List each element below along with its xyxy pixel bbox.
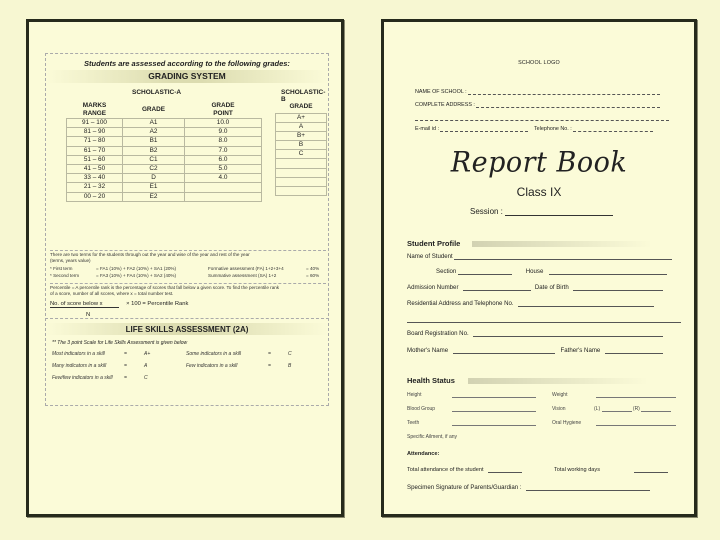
life-skill-label: Few indicators in a skill bbox=[186, 363, 238, 369]
parents-row bbox=[407, 347, 663, 354]
life-skill-eq: = bbox=[268, 363, 271, 369]
specimen-signature-label: Specimen Signature of Parents/Guardian : bbox=[407, 484, 522, 491]
school-logo-placeholder: SCHOOL LOGO bbox=[518, 60, 560, 66]
blood-group-field bbox=[452, 406, 536, 412]
table-row bbox=[276, 159, 327, 168]
grading-page bbox=[26, 19, 344, 517]
life-skills-title: LIFE SKILLS ASSESSMENT (2A) bbox=[125, 325, 249, 334]
table-row bbox=[276, 150, 327, 159]
blood-group-label: Blood Group bbox=[407, 406, 436, 412]
cell: 4.0 bbox=[185, 174, 262, 183]
life-skill-grade: C bbox=[288, 351, 292, 357]
term2-row bbox=[50, 273, 326, 280]
life-skills-note: ** The 3 point Scale for Life Skills Assessment is given below bbox=[52, 340, 188, 346]
cell: A+ bbox=[276, 113, 327, 122]
grading-header: Students are assessed according to the following grades: bbox=[84, 59, 290, 68]
admission-label: Admission Number bbox=[407, 284, 459, 291]
scholastic-a-table bbox=[66, 102, 262, 202]
term1-formula: = FA1 (10%) + FA2 (10%) + SA1 (20%) bbox=[96, 266, 177, 271]
cell: 61 – 70 bbox=[67, 146, 123, 155]
formula-numerator: No. of score below x bbox=[50, 301, 119, 308]
oral-hygiene-line bbox=[596, 420, 676, 426]
grading-title: GRADING SYSTEM bbox=[148, 71, 226, 81]
term2-pct: = 60% bbox=[306, 273, 320, 278]
session-label: Session : bbox=[470, 207, 503, 216]
height-label: Height bbox=[407, 392, 422, 398]
teeth-label: Teeth bbox=[407, 420, 420, 426]
cell: 9.0 bbox=[185, 128, 262, 137]
life-skill-eq: = bbox=[124, 375, 127, 381]
email-line bbox=[440, 126, 528, 132]
mother-label: Mother's Name bbox=[407, 347, 449, 354]
table-row bbox=[67, 164, 262, 173]
cell: 5.0 bbox=[185, 164, 262, 173]
cell bbox=[185, 183, 262, 192]
table-row bbox=[67, 155, 262, 164]
session-line bbox=[505, 208, 613, 216]
term1-pct: = 40% bbox=[306, 266, 320, 271]
table-row bbox=[67, 146, 262, 155]
cell: D bbox=[123, 174, 185, 183]
table-row bbox=[67, 183, 262, 192]
cell: B1 bbox=[123, 137, 185, 146]
blood-group-line bbox=[452, 406, 536, 412]
section-house-row bbox=[436, 268, 667, 275]
total-working-row bbox=[554, 467, 668, 473]
cell: 41 – 50 bbox=[67, 164, 123, 173]
divider bbox=[50, 283, 326, 284]
cell: 00 – 20 bbox=[67, 192, 123, 201]
height-line bbox=[452, 392, 536, 398]
life-skill-eq: = bbox=[124, 363, 127, 369]
board-row bbox=[407, 330, 663, 337]
col-header-grade: GRADE bbox=[276, 102, 327, 113]
percentile-formula bbox=[50, 301, 188, 308]
house-label: House bbox=[525, 268, 544, 275]
house-line bbox=[549, 268, 667, 275]
cell: E1 bbox=[123, 183, 185, 192]
specific-ailment-label: Specific Ailment, if any bbox=[407, 434, 458, 440]
residential-label: Residential Address and Telephone No. bbox=[407, 300, 514, 307]
board-line bbox=[473, 330, 663, 337]
health-status-title: Health Status bbox=[407, 376, 455, 385]
life-skill-label: Few/few indicators in a skill bbox=[52, 375, 113, 381]
section-line bbox=[458, 268, 512, 275]
table-row bbox=[67, 192, 262, 201]
cell: 21 – 32 bbox=[67, 183, 123, 192]
vision-label: Vision bbox=[552, 406, 566, 412]
cell: B2 bbox=[123, 146, 185, 155]
weight-field bbox=[596, 392, 676, 398]
table-row bbox=[276, 141, 327, 150]
vision-l-line bbox=[602, 406, 632, 412]
life-skill-grade: C bbox=[144, 375, 148, 381]
total-attendance-row bbox=[407, 467, 522, 473]
scholastic-b-table bbox=[275, 102, 327, 196]
cell: 7.0 bbox=[185, 146, 262, 155]
percentile-note: Percentile = A percentile rank is the percentage of scores that fall below a given score. To find the percentile rank bbox=[50, 285, 280, 290]
height-field bbox=[452, 392, 536, 398]
address-line bbox=[415, 115, 669, 121]
header-text: MARKS bbox=[82, 102, 107, 109]
cell: 10.0 bbox=[185, 119, 262, 128]
cell: B bbox=[276, 141, 327, 150]
life-skill-grade: B bbox=[288, 363, 292, 369]
cell bbox=[276, 187, 327, 196]
residential-line-2 bbox=[407, 322, 681, 323]
table-row bbox=[276, 113, 327, 122]
admission-line bbox=[463, 284, 531, 291]
cell: 81 – 90 bbox=[67, 128, 123, 137]
table-header-row bbox=[276, 102, 327, 113]
telephone-line bbox=[573, 126, 653, 132]
address-line-2 bbox=[415, 115, 669, 121]
header-text: POINT bbox=[213, 110, 233, 117]
residential-line bbox=[518, 300, 654, 307]
dob-line bbox=[573, 284, 663, 291]
cell bbox=[276, 168, 327, 177]
oral-hygiene-label: Oral Hygiene bbox=[552, 420, 582, 426]
term2-formula: = FA3 (10%) + FA4 (10%) + SA2 (40%) bbox=[96, 273, 177, 278]
cell: A1 bbox=[123, 119, 185, 128]
term2-right: Summative assessment (SA) 1+2 bbox=[208, 273, 277, 278]
table-row bbox=[276, 177, 327, 186]
total-attendance-line bbox=[488, 467, 522, 473]
residential-row bbox=[407, 300, 654, 307]
complete-address-line bbox=[476, 102, 660, 108]
table-row bbox=[276, 187, 327, 196]
class-title: Class IX bbox=[516, 185, 562, 199]
complete-address-label: COMPLETE ADDRESS : bbox=[415, 102, 475, 108]
term1-label: * First term bbox=[50, 266, 73, 271]
student-profile-title: Student Profile bbox=[407, 239, 461, 248]
life-skill-eq: = bbox=[124, 351, 127, 357]
cell: C1 bbox=[123, 155, 185, 164]
header-text: GRADE bbox=[141, 106, 166, 113]
oral-hygiene-field bbox=[596, 420, 676, 426]
vision-l-label: (L) bbox=[594, 406, 601, 412]
attendance-title: Attendance: bbox=[407, 451, 440, 457]
vision-r-line bbox=[641, 406, 671, 412]
cell: 33 – 40 bbox=[67, 174, 123, 183]
percentile-note-2: of a score, number of all scores, where x = total number test. bbox=[50, 291, 174, 296]
table-row bbox=[67, 137, 262, 146]
life-skills-section bbox=[45, 318, 329, 406]
report-cover-page bbox=[381, 19, 697, 517]
table-row bbox=[276, 131, 327, 140]
session-field bbox=[470, 207, 613, 216]
name-of-school-line bbox=[468, 89, 660, 95]
divider bbox=[50, 250, 326, 251]
specimen-signature-row bbox=[407, 484, 650, 491]
life-skill-eq: = bbox=[268, 351, 271, 357]
admission-dob-row bbox=[407, 284, 663, 291]
cell: 91 – 100 bbox=[67, 119, 123, 128]
life-skill-label: Many indicators in a skill bbox=[52, 363, 107, 369]
cell: B+ bbox=[276, 131, 327, 140]
vision-r-label: (R) bbox=[632, 406, 640, 412]
name-of-school-label: NAME OF SCHOOL : bbox=[415, 89, 467, 95]
email-telephone-field bbox=[415, 126, 653, 132]
col-header-marks-range bbox=[67, 102, 123, 119]
formula-rest: × 100 = Percentile Rank bbox=[126, 301, 189, 307]
table-row bbox=[67, 174, 262, 183]
life-skill-label: Most indicators in a skill bbox=[52, 351, 105, 357]
col-header-grade-point bbox=[185, 102, 262, 119]
total-working-label: Total working days bbox=[554, 467, 601, 473]
teeth-field bbox=[452, 420, 536, 426]
cell: C2 bbox=[123, 164, 185, 173]
terms-note-2: (terms, years value) bbox=[50, 258, 91, 263]
table-row bbox=[276, 168, 327, 177]
cell bbox=[276, 159, 327, 168]
table-header-row bbox=[67, 102, 262, 119]
board-label: Board Registration No. bbox=[407, 330, 469, 337]
cell: A bbox=[276, 122, 327, 131]
student-name-line bbox=[454, 253, 672, 260]
student-name-label: Name of Student bbox=[407, 253, 453, 260]
cell: 6.0 bbox=[185, 155, 262, 164]
email-label: E-mail id : bbox=[415, 126, 439, 132]
cell bbox=[276, 177, 327, 186]
term1-row bbox=[50, 266, 326, 273]
formula-denominator: N bbox=[86, 312, 91, 318]
student-name-row bbox=[407, 253, 672, 260]
cell: C bbox=[276, 150, 327, 159]
total-attendance-label: Total attendance of the student bbox=[407, 467, 484, 473]
scholastic-b-label: SCHOLASTIC-B bbox=[281, 89, 326, 103]
student-profile-bar bbox=[472, 241, 652, 247]
term2-label: * Second term bbox=[50, 273, 80, 278]
table-row bbox=[67, 128, 262, 137]
header-text: RANGE bbox=[82, 110, 107, 117]
weight-line bbox=[596, 392, 676, 398]
grading-section bbox=[45, 53, 329, 326]
life-skill-grade: A bbox=[144, 363, 148, 369]
dob-label: Date of Birth bbox=[534, 284, 569, 291]
health-status-bar bbox=[468, 378, 648, 384]
report-book-title: Report Book bbox=[450, 146, 628, 179]
teeth-line bbox=[452, 420, 536, 426]
father-line bbox=[605, 347, 663, 354]
cell bbox=[185, 192, 262, 201]
mother-line bbox=[453, 347, 555, 354]
table-row bbox=[67, 119, 262, 128]
weight-label: Weight bbox=[552, 392, 568, 398]
cell: E2 bbox=[123, 192, 185, 201]
cell: 51 – 60 bbox=[67, 155, 123, 164]
life-skill-label: Some indicators in a skill bbox=[186, 351, 242, 357]
life-skill-grade: A+ bbox=[144, 351, 151, 357]
cell: 71 – 80 bbox=[67, 137, 123, 146]
telephone-label: Telephone No. : bbox=[533, 126, 572, 132]
col-header-grade bbox=[123, 102, 185, 119]
cell: A2 bbox=[123, 128, 185, 137]
terms-note: There are two terms for the students through out the year and wise of the year and rest of the year bbox=[50, 252, 250, 257]
table-row bbox=[276, 122, 327, 131]
total-working-line bbox=[634, 467, 668, 473]
vision-field bbox=[594, 406, 671, 412]
scholastic-a-label: SCHOLASTIC-A bbox=[132, 89, 182, 96]
complete-address-field bbox=[415, 102, 660, 108]
cell: 8.0 bbox=[185, 137, 262, 146]
header-text: GRADE bbox=[211, 102, 235, 109]
father-label: Father's Name bbox=[560, 347, 601, 354]
specimen-signature-line bbox=[526, 485, 650, 491]
section-label: Section bbox=[436, 268, 457, 275]
term1-right: Formative assessment (FA) 1+2+3+4 bbox=[208, 266, 284, 271]
name-of-school-field bbox=[415, 89, 660, 95]
